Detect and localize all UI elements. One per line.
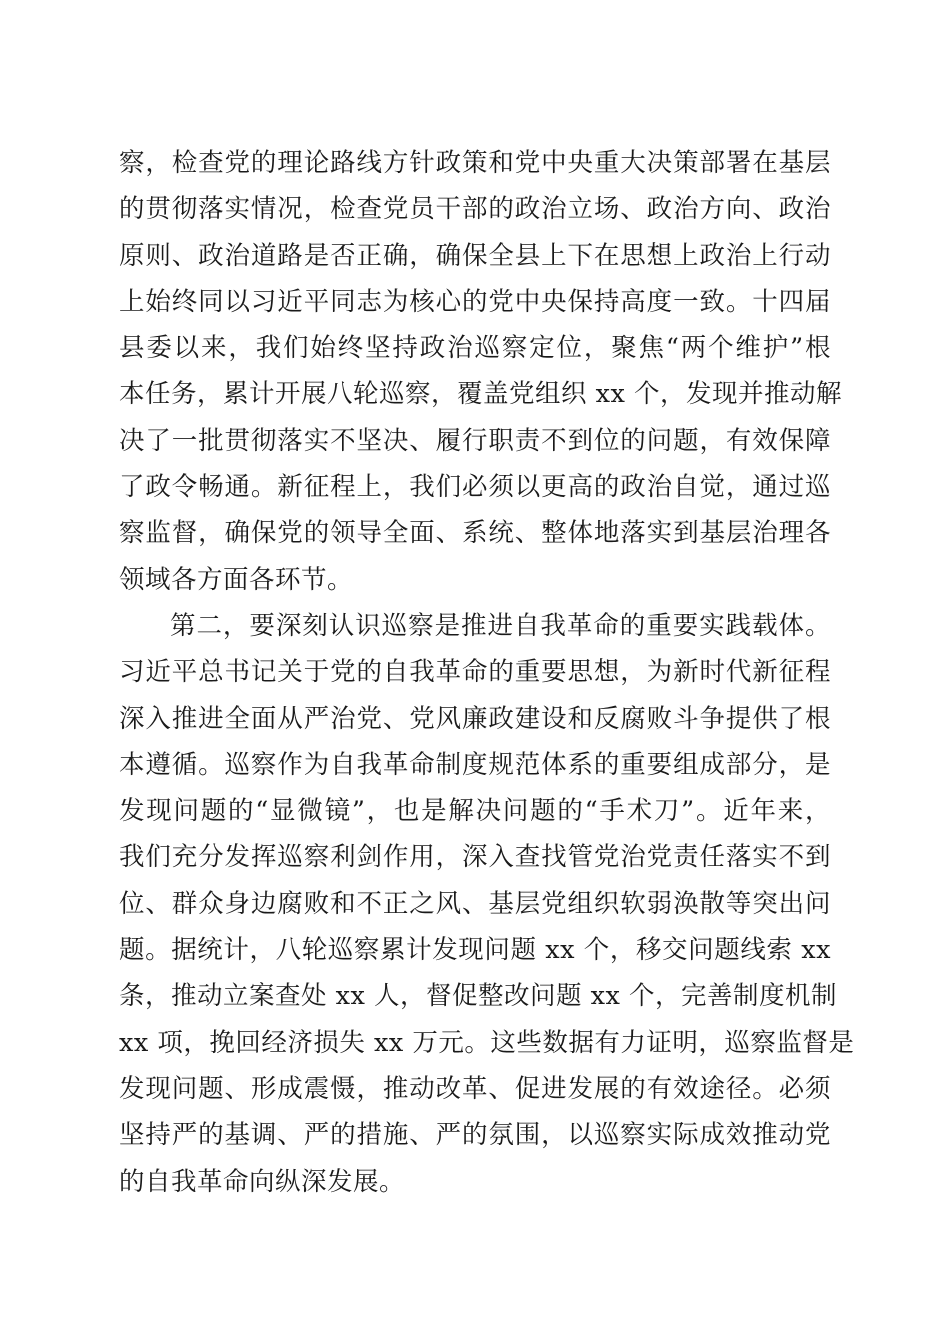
text-line: 第二，要深刻认识巡察是推进自我革命的重要实践载体。 bbox=[170, 610, 831, 641]
text-line: 习近平总书记关于党的自我革命的重要思想，为新时代新征程 bbox=[119, 657, 831, 688]
text-line: 决了一批贯彻落实不坚决、履行职责不到位的问题，有效保障 bbox=[119, 425, 831, 456]
text-line: 县委以来，我们始终坚持政治巡察定位，聚焦“两个维护”根 bbox=[119, 333, 831, 364]
text-line: 领域各方面各环节。 bbox=[119, 564, 354, 595]
document-body bbox=[119, 140, 855, 1205]
text-line: 坚持严的基调、严的措施、严的氛围，以巡察实际成效推动党 bbox=[119, 1120, 831, 1151]
text-line: 察监督，确保党的领导全面、系统、整体地落实到基层治理各 bbox=[119, 518, 831, 549]
paragraph-2 bbox=[119, 603, 855, 1205]
text-line: 察，检查党的理论路线方针政策和党中央重大决策部署在基层 bbox=[119, 148, 831, 178]
text-line: 原则、政治道路是否正确，确保全县上下在思想上政治上行动 bbox=[119, 240, 831, 271]
text-line: 我们充分发挥巡察利剑作用，深入查找管党治党责任落实不到 bbox=[119, 842, 831, 873]
text-line: 发现问题、形成震慑，推动改革、促进发展的有效途径。必须 bbox=[119, 1073, 831, 1104]
text-line: 的自我革命向纵深发展。 bbox=[119, 1166, 406, 1197]
text-line: 上始终同以习近平同志为核心的党中央保持高度一致。十四届 bbox=[119, 286, 831, 317]
text-line: 条，推动立案查处 xx 人，督促整改问题 xx 个，完善制度机制 bbox=[119, 981, 837, 1012]
text-line: 了政令畅通。新征程上，我们必须以更高的政治自觉，通过巡 bbox=[119, 472, 831, 503]
text-line: 本任务，累计开展八轮巡察，覆盖党组织 xx 个，发现并推动解 bbox=[119, 379, 842, 410]
text-line: 位、群众身边腐败和不正之风、基层党组织软弱涣散等突出问 bbox=[119, 888, 831, 919]
text-line: 的贯彻落实情况，检查党员干部的政治立场、政治方向、政治 bbox=[119, 194, 831, 225]
paragraph-1 bbox=[119, 140, 842, 603]
text-line: 深入推进全面从严治党、党风廉政建设和反腐败斗争提供了根 bbox=[119, 703, 831, 734]
text-line: xx 项，挽回经济损失 xx 万元。这些数据有力证明，巡察监督是 bbox=[119, 1027, 855, 1058]
text-line: 发现问题的“显微镜”，也是解决问题的“手术刀”。近年来， bbox=[119, 796, 831, 827]
text-line: 题。据统计，八轮巡察累计发现问题 xx 个，移交问题线索 xx bbox=[119, 935, 831, 966]
text-line: 本遵循。巡察作为自我革命制度规范体系的重要组成部分，是 bbox=[119, 749, 831, 780]
